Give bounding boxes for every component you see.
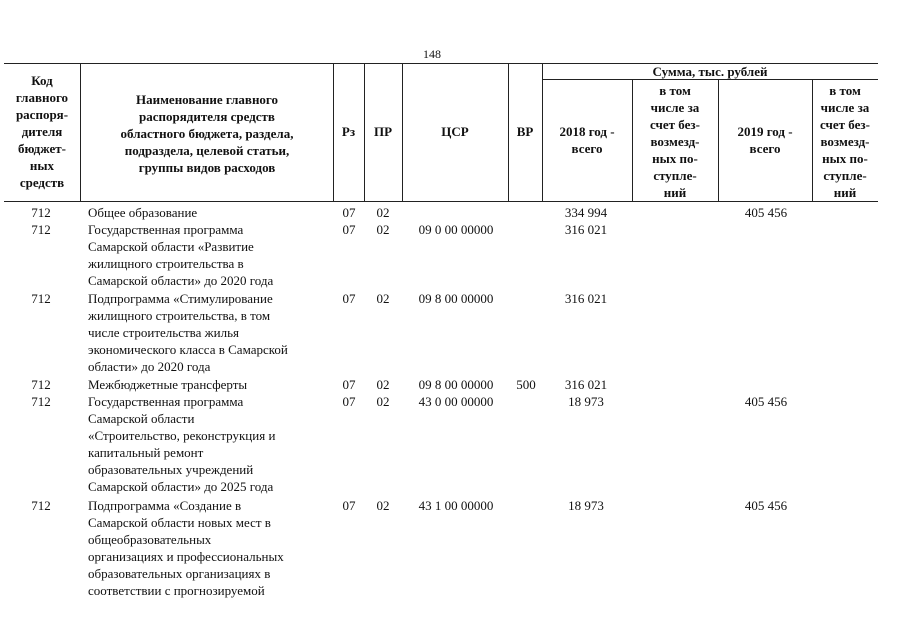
header-vr: ВР [516,124,534,139]
row-csr: 09 0 00 00000 [418,222,494,237]
row-rz: 07 [342,222,356,237]
header-code: Код главного распоря- дителя бюджет- ных средств [15,73,69,190]
row-rz: 07 [342,394,356,409]
header-2019-free: в том числе за счет без- возмезд- ных по- ступле- ний [820,83,870,200]
row-code: 712 [31,291,51,306]
row-csr: 09 8 00 00000 [418,377,494,392]
row-sum-2018: 18 973 [568,394,604,409]
row-code: 712 [31,377,51,392]
row-sum-2019: 405 456 [744,394,788,409]
row-pr: 02 [376,394,390,409]
row-pr: 02 [376,222,390,237]
row-rz: 07 [342,205,356,220]
row-rz: 07 [342,377,356,392]
row-sum-2019: 405 456 [744,498,788,513]
header-2018-free: в том числе за счет без- возмезд- ных по- ступле- ний [650,83,700,200]
header-csr: ЦСР [441,124,469,139]
col-divider-1 [80,63,81,202]
row-code: 712 [31,498,51,513]
row-code: 712 [31,394,51,409]
row-name: Государственная программа Самарской области «Развитие жилищного строительства в Самарской области» до 2020 года [88,222,274,288]
header-sum-group: Сумма, тыс. рублей [652,64,768,79]
row-name: Межбюджетные трансферты [88,377,248,392]
header-2019-total: 2019 год - всего [737,124,793,156]
row-sum-2018: 316 021 [564,377,608,392]
header-bottom-border [4,201,878,202]
row-sum-2018: 316 021 [564,291,608,306]
header-rz: Рз [341,124,356,139]
row-name: Государственная программа Самарской области «Строительство, реконструкция и капитальный ремонт образовательных учреждений Самарской области» до 2025 года [88,394,276,494]
header-2018-total: 2018 год - всего [559,124,615,156]
row-csr: 43 1 00 00000 [418,498,494,513]
row-pr: 02 [376,291,390,306]
row-name: Общее образование [88,205,198,220]
row-name: Подпрограмма «Стимулирование жилищного строительства, в том числе строительства жилья экономического класса в Самарской области» до 2020 года [88,291,288,374]
row-code: 712 [31,205,51,220]
row-rz: 07 [342,291,356,306]
row-sum-2019: 405 456 [744,205,788,220]
row-sum-2018: 18 973 [568,498,604,513]
row-pr: 02 [376,205,390,220]
row-csr: 09 8 00 00000 [418,291,494,306]
row-pr: 02 [376,498,390,513]
row-pr: 02 [376,377,390,392]
row-vr: 500 [516,377,536,392]
row-csr: 43 0 00 00000 [418,394,494,409]
header-name: Наименование главного распорядителя средств областного бюджета, раздела, подраздела, целевой статьи, группы видов расходов [120,92,294,175]
row-name: Подпрограмма «Создание в Самарской области новых мест в общеобразовательных организациях и профессиональных образовательных организациях в соответствии с прогнозируемой [88,498,284,598]
header-pr: ПР [373,124,393,139]
page-number: 148 [423,47,441,61]
row-code: 712 [31,222,51,237]
row-sum-2018: 316 021 [564,222,608,237]
row-sum-2018: 334 994 [564,205,608,220]
row-rz: 07 [342,498,356,513]
